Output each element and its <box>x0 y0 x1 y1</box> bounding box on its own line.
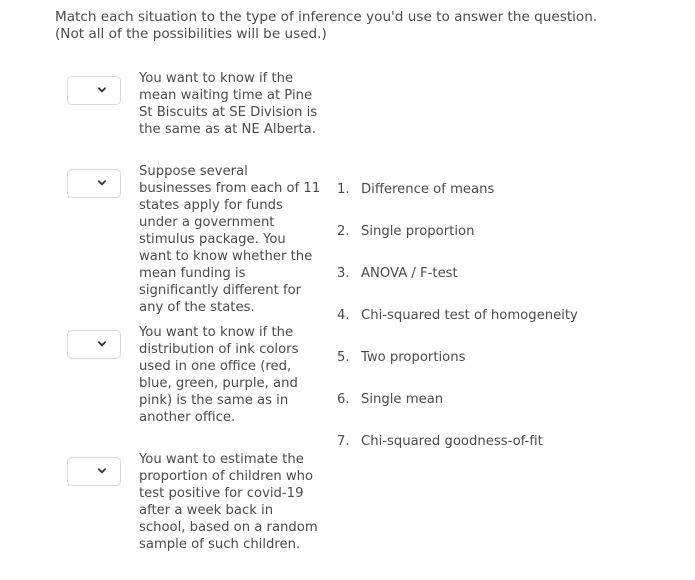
option-label: ANOVA / F-test <box>361 266 458 281</box>
option-number: 6. <box>337 392 350 407</box>
option-label: Single proportion <box>361 224 475 239</box>
chevron-down-icon <box>96 464 108 478</box>
option-item <box>337 181 494 198</box>
option-item <box>337 433 543 450</box>
option-number: 3. <box>337 266 350 281</box>
match-select-2[interactable] <box>67 169 121 198</box>
option-label: Two proportions <box>361 350 466 365</box>
option-number: 7. <box>337 434 350 449</box>
option-label: Single mean <box>361 392 444 407</box>
option-item <box>337 349 465 366</box>
situation-text: You want to know if the mean waiting time at Pine St Biscuits at SE Division is the same as at NE Alberta. <box>139 71 318 137</box>
match-select-1[interactable] <box>67 76 121 105</box>
option-number: 5. <box>337 350 350 365</box>
situation-text: Suppose several businesses from each of 11 states apply for funds under a government stimulus package. You want to know whether the mean funding is significantly different for any of the states. <box>139 164 321 315</box>
option-item <box>337 223 474 240</box>
situation-text: You want to know if the distribution of ink colors used in one office (red, blue, green, purple, and pink) is the same as in another office. <box>139 325 299 425</box>
option-number: 1. <box>337 182 350 197</box>
chevron-down-icon <box>96 176 108 190</box>
option-label: Difference of means <box>361 182 495 197</box>
option-number: 2. <box>337 224 350 239</box>
match-select-4[interactable] <box>67 457 121 486</box>
option-number: 4. <box>337 308 350 323</box>
chevron-down-icon <box>96 337 108 351</box>
instructions-text: Match each situation to the type of inference you'd use to answer the question. (Not all of the possibilities will be used.) <box>55 9 598 42</box>
option-item <box>337 391 443 408</box>
match-select-3[interactable] <box>67 330 121 359</box>
option-item <box>337 307 578 324</box>
option-label: Chi-squared goodness-of-fit <box>361 434 543 449</box>
situation-text: You want to estimate the proportion of children who test positive for covid-19 after a week back in school, based on a random sample of such children. <box>139 452 318 552</box>
chevron-down-icon <box>96 83 108 97</box>
option-label: Chi-squared test of homogeneity <box>361 308 578 323</box>
option-item <box>337 265 458 282</box>
